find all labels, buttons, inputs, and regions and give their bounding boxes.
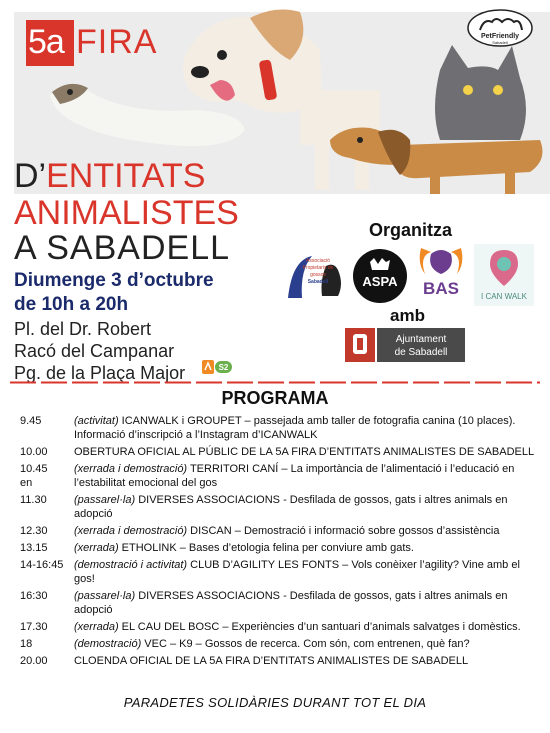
aspa-logo — [352, 248, 408, 304]
petfriendly-name: PetFriendly — [480, 33, 520, 40]
schedule-text: CLOENDA OFICIAL DE LA 5A FIRA D’ENTITATS ANIMALISTES DE SABADELL — [74, 655, 469, 667]
schedule-tag: (xerrada i demostració) — [74, 463, 188, 475]
schedule-description — [74, 462, 540, 490]
footer-note: PARADETES SOLIDÀRIES DURANT TOT EL DIA — [123, 695, 427, 710]
aps-line-1: Associació — [306, 258, 330, 264]
schedule-text: EL CAU DEL BOSC – Experiències d’un santuari d’animals salvatges i domèstics. — [118, 621, 521, 633]
schedule-row — [20, 462, 540, 490]
schedule-description — [74, 493, 540, 521]
programa-title: PROGRAMA — [221, 388, 329, 408]
ajuntament-line-2: de Sabadell — [394, 347, 448, 358]
schedule-list — [20, 414, 540, 671]
schedule-description — [74, 445, 540, 459]
schedule-description — [74, 637, 540, 651]
organitza-label: Organitza — [369, 220, 453, 240]
schedule-row — [20, 637, 540, 651]
schedule-tag: (activitat) — [74, 415, 119, 427]
schedule-time: 11.30 — [20, 494, 47, 506]
schedule-row — [20, 541, 540, 555]
schedule-row — [20, 589, 540, 617]
schedule-time: 20.00 — [20, 655, 48, 667]
schedule-description — [74, 541, 540, 555]
metro-line-icon — [202, 360, 232, 374]
schedule-text: OBERTURA OFICIAL AL PÚBLIC DE LA 5A FIRA D’ENTITATS ANIMALISTES DE SABADELL — [74, 446, 535, 458]
icanwalk-text: I CAN WALK — [481, 292, 527, 301]
schedule-description — [74, 524, 540, 538]
schedule-row — [20, 524, 540, 538]
schedule-row — [20, 445, 540, 459]
schedule-description — [74, 414, 540, 442]
fira-number: 5a — [28, 23, 64, 61]
schedule-text: DIVERSES ASSOCIACIONS - Desfilada de gossos, gats i altres animals en adopció — [74, 494, 508, 520]
schedule-description — [74, 620, 540, 634]
schedule-tag: (passarel·la) — [74, 590, 136, 602]
metro-line-label: S2 — [218, 363, 229, 372]
schedule-tag: (xerrada) — [74, 621, 119, 633]
schedule-text: DIVERSES ASSOCIACIONS - Desfilada de gossos, gats i altres animals en adopció — [74, 590, 508, 616]
schedule-time: 12.30 — [20, 525, 48, 537]
schedule-tag: (xerrada) — [74, 542, 119, 554]
title-line-2: ANIMALISTES — [14, 194, 239, 232]
schedule-row — [20, 493, 540, 521]
event-place-1: Pl. del Dr. Robert — [14, 319, 152, 339]
title-line-1 — [14, 157, 205, 195]
schedule-description — [74, 558, 540, 586]
schedule-time: 16:30 — [20, 590, 48, 602]
schedule-time: 9.45 — [20, 415, 42, 427]
schedule-row — [20, 414, 540, 442]
event-date: Diumenge 3 d’octubre — [14, 270, 214, 291]
schedule-time: 10.00 — [20, 446, 48, 458]
petfriendly-sub: Sabadell — [492, 40, 508, 45]
ajuntament-line-1: Ajuntament — [395, 334, 447, 345]
petfriendly-logo — [466, 8, 534, 48]
schedule-text: ETHOLINK – Bases d’etologia felina per conviure amb gats. — [118, 542, 414, 554]
propietaris-gossos-logo — [282, 250, 346, 302]
aps-line-3: gossos — [310, 272, 326, 278]
aps-line-4: Sabadell — [307, 279, 329, 285]
bas-text: BAS — [423, 279, 459, 298]
event-place-2: Racó del Campanar — [14, 341, 175, 361]
schedule-text: VEC – K9 – Gossos de recerca. Com són, com entrenen, què fan? — [141, 638, 470, 650]
title-prefix: D’ — [14, 157, 47, 195]
schedule-time: 10.45 en — [20, 463, 48, 489]
event-time: de 10h a 20h — [14, 294, 129, 315]
schedule-tag: (demostració) — [74, 638, 142, 650]
fira-number-badge — [26, 20, 74, 66]
schedule-row — [20, 654, 540, 668]
aps-line-2: Propietaris de — [302, 265, 334, 271]
ajuntament-sabadell-logo — [345, 328, 465, 362]
schedule-time: 14-16:45 — [20, 559, 64, 571]
schedule-description — [74, 589, 540, 617]
schedule-text: ICANWALK i GROUPET – passejada amb taller de fotografia canina (10 places). Informació d’inscripció a l’Instagram d’ICANWALK — [74, 415, 516, 441]
amb-label: amb — [390, 306, 425, 325]
event-place-3: Pg. de la Plaça Major — [14, 363, 186, 383]
schedule-text: CLUB D’AGILITY LES FONTS – Vols conèixer l’agility? Vine amb el gos! — [74, 559, 520, 585]
schedule-text: TERRITORI CANÍ – La importància de l’alimentació i l’educació en l’estabilitat emocional del gos — [74, 463, 515, 489]
fira-word: FIRA — [76, 23, 158, 61]
schedule-tag: (passarel·la) — [74, 494, 136, 506]
title-line-3: A SABADELL — [14, 229, 231, 267]
schedule-row — [20, 620, 540, 634]
aspa-text: ASPA — [362, 274, 398, 289]
schedule-tag: (xerrada i demostració) — [74, 525, 188, 537]
schedule-time: 13.15 — [20, 542, 48, 554]
dashed-divider — [10, 381, 540, 384]
title-entitats: ENTITATS — [46, 157, 206, 195]
schedule-text: DISCAN – Demostració i informació sobre gossos d’assistència — [187, 525, 500, 537]
bas-logo — [413, 244, 469, 306]
schedule-row — [20, 558, 540, 586]
schedule-description — [74, 654, 540, 668]
icanwalk-logo — [474, 244, 534, 306]
schedule-time: 17.30 — [20, 621, 48, 633]
schedule-time: 18 — [20, 638, 33, 650]
schedule-tag: (demostració i activitat) — [74, 559, 188, 571]
